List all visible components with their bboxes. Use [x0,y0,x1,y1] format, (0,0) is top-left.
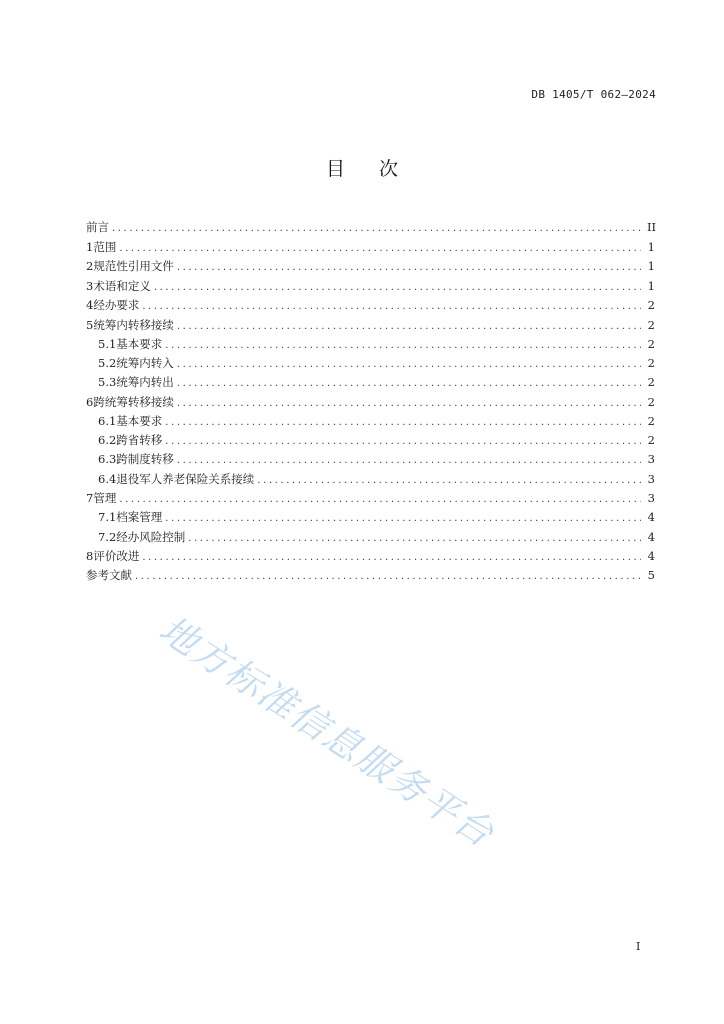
toc-entry-number: 5 [86,317,94,332]
document-code: DB 1405/T 062—2024 [531,88,656,101]
toc-entry-label: 经办风险控制 [116,529,186,544]
toc-leader-dots [112,219,641,239]
toc-entry-label: 前言 [86,220,109,234]
toc-entry-page: 2 [647,298,655,312]
toc-entry-label: 规范性引用文件 [93,259,174,273]
toc-leader-dots [177,394,641,414]
toc-entry[interactable] [86,470,655,489]
toc-leader-dots [154,278,641,298]
toc-entry[interactable] [86,412,655,431]
toc-entry-page: 2 [647,356,655,371]
toc-entry-label: 范围 [93,239,117,254]
toc-entry-number: 1 [86,239,94,254]
toc-entry-page: 3 [647,452,655,467]
toc-entry-page: 5 [647,568,655,583]
toc-entry-page: 4 [647,510,655,525]
toc-entry-number: 3 [86,278,94,293]
toc-entry-label: 退役军人养老保险关系接续 [116,471,255,486]
toc-entry[interactable] [86,431,655,450]
toc-leader-dots [165,509,641,528]
toc-leader-dots [142,297,641,317]
toc-entry-label: 跨省转移 [116,433,163,448]
page-number: I [636,940,641,953]
toc-entry[interactable] [86,373,655,392]
toc-entry-label: 基本要求 [116,337,163,351]
toc-entry-label: 术语和定义 [93,278,151,293]
toc-entry[interactable] [86,393,655,413]
toc-entry-label: 基本要求 [116,414,163,429]
toc-entry[interactable] [86,335,655,354]
toc-entry-number: 7 [86,490,94,505]
toc-entry-page: 4 [647,548,655,563]
toc-entry-number: 4 [86,298,94,312]
toc-leader-dots [177,258,641,278]
toc-entry-number: 8 [86,548,94,563]
toc-entry-page: 1 [647,278,655,293]
toc-entry[interactable] [86,508,655,527]
toc-entry-label: 统筹内转出 [116,375,174,390]
toc-entry-label: 经办要求 [93,298,140,312]
toc-leader-dots [119,239,641,259]
toc-entry-page: 3 [647,490,655,505]
toc-entry[interactable] [86,489,655,509]
toc-entry[interactable] [86,566,655,586]
toc-entry-number: 6.2 [98,433,117,448]
toc-leader-dots [177,374,641,393]
toc-entry-number: 5.1 [98,337,117,351]
toc-entry[interactable] [86,277,655,297]
toc-entry-number: 7.2 [98,529,117,544]
toc-entry-label: 评价改进 [93,548,140,563]
toc-entry-number: 6 [86,394,94,409]
toc-entry-label: 统筹内转入 [116,356,174,371]
toc-leader-dots [165,413,641,432]
toc-leader-dots [177,451,641,470]
toc-entry-page: 3 [647,471,655,486]
toc-entry-page: 2 [647,375,655,390]
toc-leader-dots [142,548,641,568]
toc-entry-number: 5.2 [98,356,117,371]
toc-leader-dots [165,336,641,355]
toc-entry-number: 5.3 [98,375,117,390]
toc-entry[interactable] [86,296,655,316]
toc-entry[interactable] [86,238,655,258]
toc-entry-page: 2 [647,433,655,448]
toc-leader-dots [165,432,641,451]
toc-entry-page: 2 [647,394,655,409]
toc-entry-label: 管理 [93,490,117,505]
title-part-1: 目 [325,158,345,180]
toc-entry-number: 6.1 [98,414,117,429]
toc-entry-number: 6.3 [98,452,117,467]
toc-entry-page: 2 [647,317,655,332]
toc-leader-dots [119,490,641,510]
toc-entry[interactable] [86,257,655,277]
toc-entry-page: II [647,220,657,234]
toc-entry[interactable] [86,354,655,373]
toc-entry[interactable] [86,450,655,469]
title-part-2: 次 [379,158,399,180]
toc-entry-page: 1 [647,259,655,273]
toc-entry-page: 4 [647,529,655,544]
toc-leader-dots [257,471,641,490]
toc-entry[interactable] [86,316,655,336]
toc-entry-label: 统筹内转移接续 [93,317,174,332]
toc-entry-number: 7.1 [98,510,117,525]
toc-entry-number: 2 [86,259,94,273]
toc-entry-label: 跨制度转移 [116,452,174,467]
toc-entry-page: 2 [647,414,655,429]
watermark: 地方标准信息服务平台 [151,607,503,857]
toc-entry[interactable] [86,528,655,547]
toc-leader-dots [177,317,641,337]
toc-entry-label: 参考文献 [86,568,132,583]
toc-entry[interactable] [86,218,655,238]
toc-entry-page: 2 [647,337,655,351]
toc-entry-label: 跨统筹转移接续 [93,394,174,409]
table-of-contents [86,218,655,586]
toc-leader-dots [177,355,641,374]
page-title [0,154,724,181]
toc-leader-dots [135,567,641,587]
toc-entry-number: 6.4 [98,471,117,486]
toc-entry-label: 档案管理 [116,510,163,525]
toc-entry-page: 1 [647,239,655,254]
toc-leader-dots [188,529,641,548]
toc-entry[interactable] [86,547,655,567]
